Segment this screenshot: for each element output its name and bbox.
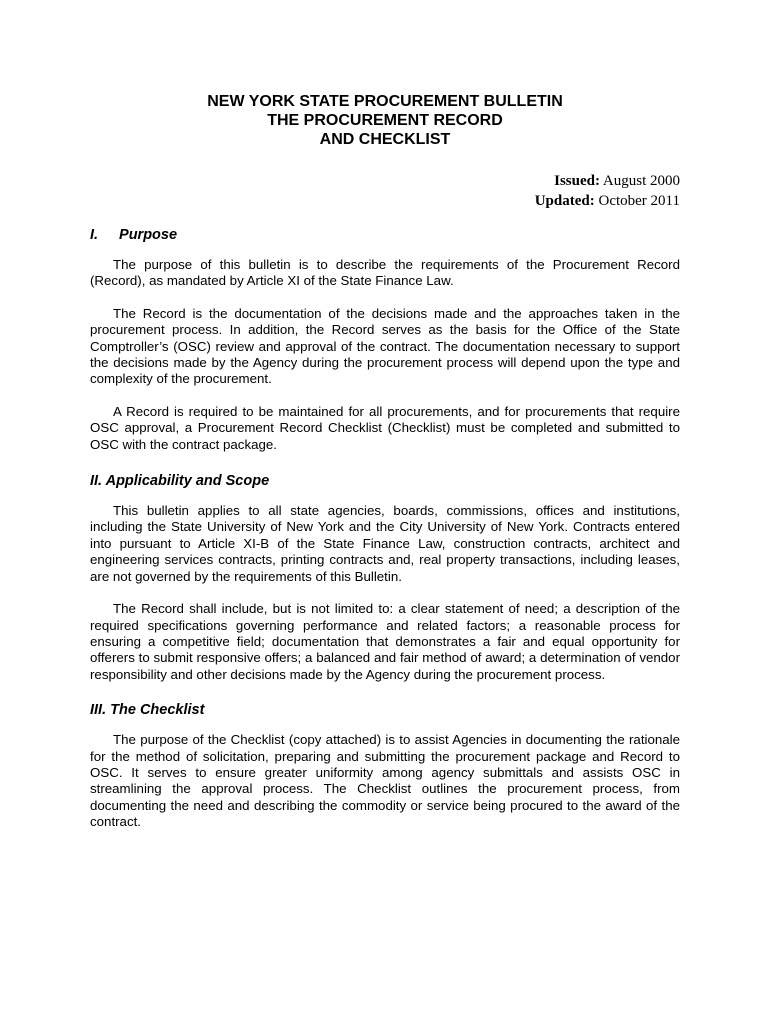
section-purpose-body	[90, 257, 680, 453]
section-number: III.	[90, 702, 107, 719]
bulletin-title	[90, 92, 680, 149]
section-heading-checklist	[90, 701, 680, 719]
section-applicability-body	[90, 503, 680, 683]
section-heading-applicability	[90, 472, 680, 490]
title-line-1: NEW YORK STATE PROCUREMENT BULLETIN	[207, 93, 563, 110]
section-number: I.	[90, 227, 99, 243]
updated-date	[90, 191, 680, 211]
updated-value: October 2011	[598, 193, 680, 209]
document-page	[90, 92, 680, 831]
title-line-3: AND CHECKLIST	[319, 131, 451, 148]
paragraph: The purpose of this bulletin is to describe the requirements of the Procurement Record (Record), as mandated by Article XI of the State Finance Law.	[90, 257, 680, 289]
issued-value: August 2000	[602, 173, 680, 189]
issued-date	[90, 171, 680, 191]
title-line-2: THE PROCUREMENT RECORD	[267, 112, 503, 129]
paragraph: The Record is the documentation of the decisions made and the approaches taken in the procurement process. In addition, the Record serves as the basis for the Office of the State Comptroller’s (OSC) review and approval of the contract. The documentation necessary to support the decisions made by the Agency during the procurement process will depend upon the type and complexity of the procurement.	[90, 305, 680, 387]
date-block	[90, 171, 680, 211]
paragraph: The Record shall include, but is not limited to: a clear statement of need; a description of the required specifications governing performance and related factors; a reasonable process for ensuring a competitive field; documentation that demonstrates a fair and equal opportunity for offerers to submit responsive offers; a balanced and fair method of award; a determination of vendor responsibility and other decisions made by the Agency during the procurement process.	[90, 601, 680, 682]
section-title: Applicability and Scope	[105, 473, 270, 490]
section-title: The Checklist	[110, 702, 205, 719]
section-number: II.	[90, 473, 103, 490]
paragraph: The purpose of the Checklist (copy attached) is to assist Agencies in documenting the rationale for the method of solicitation, preparing and submitting the procurement package and Record to OSC. It serves to ensure greater uniformity among agency submittals and assists OSC in streamlining the approval process. The Checklist outlines the procurement process, from documenting the need and describing the commodity or service being procured to the award of the contract.	[90, 732, 680, 830]
section-heading-purpose	[90, 226, 680, 244]
paragraph: A Record is required to be maintained for all procurements, and for procurements that require OSC approval, a Procurement Record Checklist (Checklist) must be completed and submitted to OSC with the contract package.	[90, 403, 680, 452]
updated-label: Updated:	[534, 193, 595, 209]
section-checklist-body	[90, 732, 680, 830]
paragraph: This bulletin applies to all state agencies, boards, commissions, offices and institutions, including the State University of New York and the City University of New York. Contracts entered into pursuant to Article XI-B of the State Finance Law, construction contracts, architect and engineering services contracts, printing contracts and, real property transactions, including leases, are not governed by the requirements of this Bulletin.	[90, 503, 680, 584]
issued-label: Issued:	[554, 173, 600, 189]
section-title: Purpose	[119, 227, 178, 243]
